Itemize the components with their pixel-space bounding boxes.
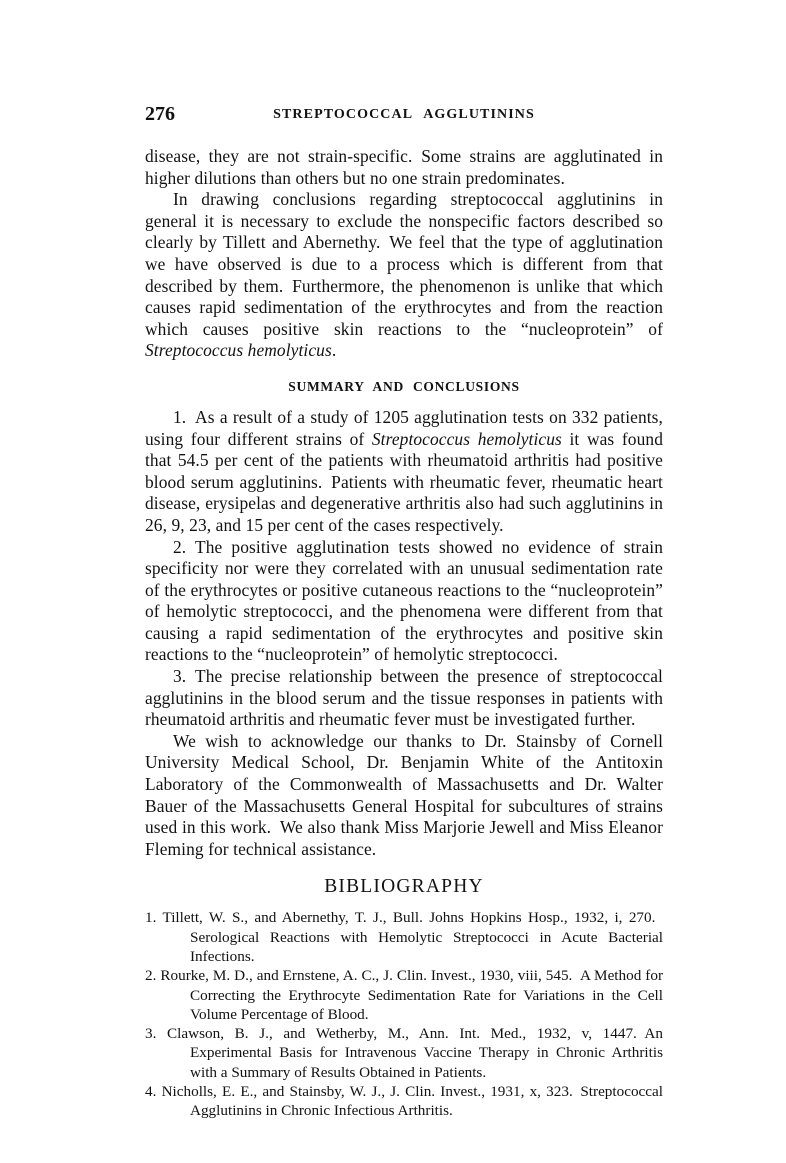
summary-section: [145, 407, 663, 860]
bibliography-section: [145, 908, 663, 1120]
bibliography-heading: BIBLIOGRAPHY: [324, 876, 484, 898]
paragraph: [145, 146, 663, 189]
bibliography-entry: [145, 966, 663, 1024]
text-run: disease, they are not strain-specific. Some strains are agglutinated in higher dilutions than others but no one strain predominates.: [145, 146, 663, 188]
text-run: it was found that 54.5 per cent of the patients with rheumatoid arthritis had positive blood serum agglutinins. Patients with rheumatic fever, rheumatic heart disease, erysipelas and degenerative arthritis also had such agglutinins in 26, 9, 23, and 15 per cent of the cases respectively.: [145, 428, 663, 535]
text-run: Tillett, W. S., and Abernethy, T. J., Bull. Johns Hopkins Hosp., 1932, i, 270. Serological Reactions with Hemolytic Streptococci in Acute Bacterial Infections.: [162, 909, 663, 965]
paragraph: [145, 666, 663, 731]
text-run: 1. As a result of a study of 1205 agglutination tests on 332 patients, using four different strains of: [145, 406, 663, 449]
text-run: 2. The positive agglutination tests showed no evidence of strain specificity nor were they correlated with an unusual sedimentation rate of the erythrocytes or positive cutaneous reactions to the “nucleoprotein” of hemolytic streptococci, and the phenomena were different from that causing a rapid sedimentation of the erythrocytes and positive skin reactions to the “nucleoprotein” of hemolytic streptococci.: [145, 536, 663, 665]
paragraph: [145, 731, 663, 861]
paragraph: [145, 407, 663, 537]
page-number: 276: [145, 103, 175, 125]
italic-text-run: Streptococcus hemolyticus: [145, 340, 332, 361]
text-run: 3. The precise relationship between the presence of streptococcal agglutinins in the blood serum and the tissue responses in patients with rheumatoid arthritis and rheumatic fever must be investigated further.: [145, 666, 663, 730]
text-run: Clawson, B. J., and Wetherby, M., Ann. Int. Med., 1932, v, 1447. An Experimental Basis for Intravenous Vaccine Therapy in Chronic Arthritis with a Summary of Results Obtained in Patients.: [167, 1025, 663, 1081]
bibliography-entry: [145, 1082, 663, 1121]
running-title: STREPTOCOCCAL AGGLUTININS: [273, 107, 535, 122]
text-run: Rourke, M. D., and Ernstene, A. C., J. Clin. Invest., 1930, viii, 545. A Method for Correcting the Erythrocyte Sedimentation Rate for Variations in the Cell Volume Percentage of Blood.: [160, 967, 664, 1023]
bibliography-entry: [145, 1024, 663, 1082]
bibliography-entry-number: 3.: [145, 1025, 168, 1043]
summary-heading: SUMMARY AND CONCLUSIONS: [288, 378, 520, 394]
paragraph: [145, 189, 663, 362]
bibliography-entry-number: 1.: [145, 909, 163, 927]
bibliography-entry: [145, 908, 663, 966]
paragraph: [145, 537, 663, 667]
bibliography-entry-number: 2.: [145, 967, 161, 985]
text-column: [145, 103, 663, 1121]
text-run: Nicholls, E. E., and Stainsby, W. J., J. Clin. Invest., 1931, x, 323. Streptococcal Agglutinins in Chronic Infectious Arthritis.: [161, 1083, 663, 1120]
bibliography-entry-number: 4.: [145, 1083, 162, 1101]
text-run: We wish to acknowledge our thanks to Dr. Stainsby of Cornell University Medical School, Dr. Benjamin White of the Antitoxin Laboratory of the Commonwealth of Massachusetts and Dr. Walter Bauer of the Massachusetts General Hospital for subcultures of strains used in this work. We also thank Miss Marjorie Jewell and Miss Eleanor Fleming for technical assistance.: [145, 730, 663, 859]
text-run: In drawing conclusions regarding streptococcal agglutinins in general it is necessary to exclude the nonspecific factors described so clearly by Tillett and Abernethy. We feel that the type of agglutination we have observed is due to a process which is different from that described by them. Furthermore, the phenomenon is unlike that which causes rapid sedimentation of the erythrocytes and from the reaction which causes positive skin reactions to the “nucleoprotein” of: [145, 189, 663, 339]
running-head: [145, 103, 663, 125]
text-run: .: [331, 340, 337, 361]
italic-text-run: Streptococcus hemolyticus: [371, 428, 562, 449]
intro-section: [145, 146, 663, 362]
